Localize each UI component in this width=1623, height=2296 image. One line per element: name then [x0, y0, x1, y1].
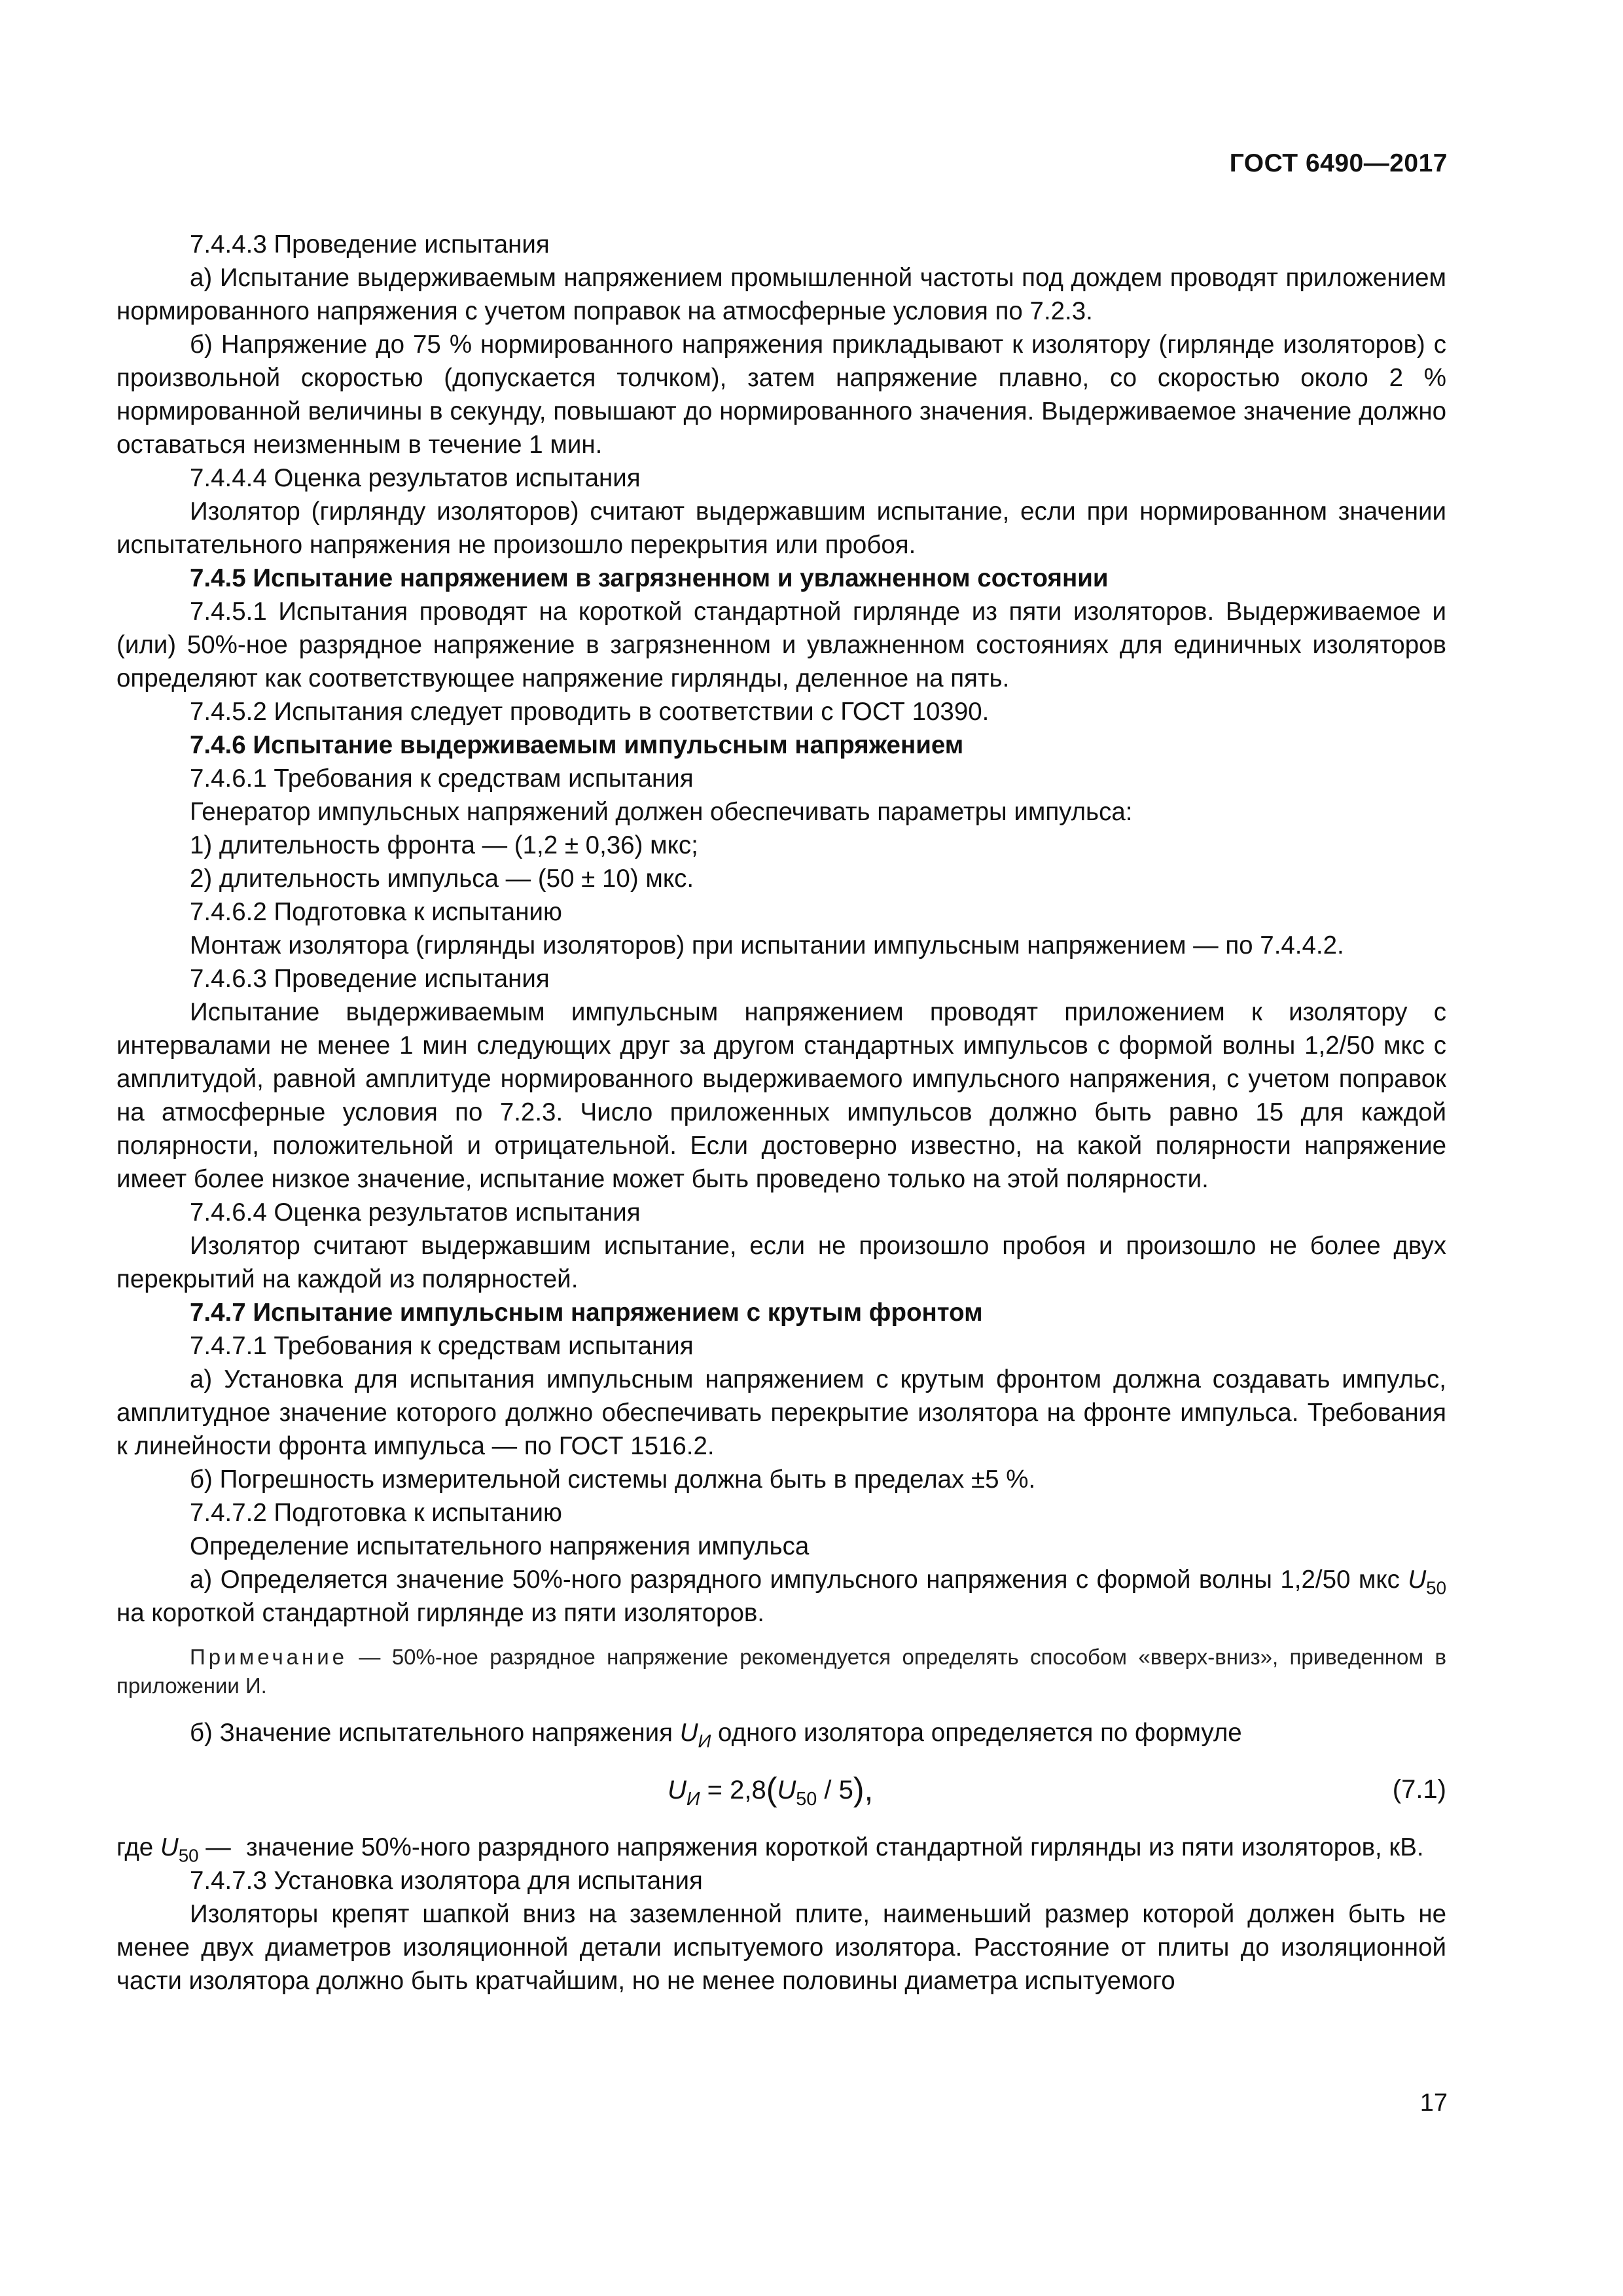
paragraph: Изолятор считают выдержавшим испытание, если не произошло пробоя и произошло не более двух перекрытий на каждой из полярностей.: [116, 1232, 1446, 1293]
paragraph: Изоляторы крепят шапкой вниз на заземленной плите, наименьший размер которой должен быть не менее двух диаметров изоляционной детали испытуемого изолятора. Расстояние от плиты до изоляционной части изолятора должно быть кратчайшим, но не менее половины диаметра испытуемого: [116, 1900, 1446, 1995]
paragraph: 7.4.7.3 Установка изолятора для испытания: [190, 1867, 703, 1895]
paragraph-text: одного изолятора определяется по формуле: [711, 1719, 1242, 1747]
symbol-u: U: [160, 1833, 179, 1861]
paragraph: б) Погрешность измерительной системы должна быть в пределах ±5 %.: [190, 1465, 1036, 1494]
list-item: 1) длительность фронта — (1,2 ± 0,36) мкс;: [190, 831, 698, 859]
formula-number: (7.1): [1392, 1775, 1446, 1804]
section-heading: 7.4.5 Испытание напряжением в загрязненном и увлажненном состоянии: [190, 564, 1109, 592]
paragraph: 7.4.6.3 Проведение испытания: [190, 965, 550, 993]
subscript-50: 50: [178, 1845, 199, 1866]
paragraph: а) Испытание выдерживаемым напряжением промышленной частоты под дождем проводят приложением нормированного напряжения с учетом поправок на атмосферные условия по 7.2.3.: [116, 264, 1446, 325]
paragraph: 7.4.6.1 Требования к средствам испытания: [190, 764, 694, 793]
paragraph: 7.4.6.4 Оценка результатов испытания: [190, 1198, 641, 1227]
paragraph: [116, 1716, 1446, 1749]
subscript-i-letter: И: [698, 1731, 711, 1751]
paragraph: 7.4.4.4 Оценка результатов испытания: [190, 464, 641, 492]
paragraph-text: на короткой стандартной гирлянде из пяти изоляторов.: [116, 1599, 765, 1627]
subscript-i: [698, 1731, 711, 1751]
subscript-50: 50: [1426, 1577, 1446, 1598]
paragraph: 7.4.7.2 Подготовка к испытанию: [190, 1499, 562, 1527]
where-clause: [116, 1831, 1446, 1864]
section-heading: 7.4.7 Испытание импульсным напряжением с крутым фронтом: [190, 1299, 983, 1327]
paragraph: б) Напряжение до 75 % нормированного напряжения прикладывают к изолятору (гирлянде изоляторов) с произвольной скоростью (допускается толчком), затем напряжение плавно, со скоростью около 2 % нормированной величины в секунду, повышают до нормированного значения. Выдерживаемое значение должно оставаться неизменным в течение 1 мин.: [116, 331, 1446, 459]
paragraph: Монтаж изолятора (гирлянды изоляторов) при испытании импульсным напряжением — по 7.4.4.2.: [190, 931, 1344, 960]
where-dash: —: [198, 1833, 231, 1861]
paragraph: 7.4.7.1 Требования к средствам испытания: [190, 1332, 694, 1360]
symbol-u: U: [679, 1719, 698, 1747]
formula-expression: [668, 1771, 874, 1810]
paragraph: а) Установка для испытания импульсным напряжением с крутым фронтом должна создавать импульс, амплитудное значение которого должно обеспечивать перекрытие изолятора на фронте импульса. Требования к линейности фронта импульса — по ГОСТ 1516.2.: [116, 1365, 1446, 1460]
note-text: — 50%-ное разрядное напряжение рекомендуется определять способом «вверх-вниз», приведенном в приложении И.: [116, 1645, 1446, 1698]
paragraph: Изолятор (гирлянду изоляторов) считают выдержавшим испытание, если при нормированном значении испытательного напряжения не произошло перекрытия или пробоя.: [116, 497, 1446, 559]
paragraph: Генератор импульсных напряжений должен обеспечивать параметры импульса:: [190, 798, 1133, 826]
symbol-u: U: [1408, 1566, 1427, 1594]
formula-open-paren: (: [766, 1771, 777, 1808]
symbol-u: U: [668, 1776, 687, 1804]
paragraph: Определение испытательного напряжения импульса: [190, 1532, 810, 1560]
paragraph: [116, 1563, 1446, 1630]
paragraph: 7.4.5.2 Испытания следует проводить в соответствии с ГОСТ 10390.: [190, 698, 990, 726]
paragraph: Испытание выдерживаемым импульсным напряжением проводят приложением к изолятору с интервалами не менее 1 мин следующих друг за другом стандартных импульсов с формой волны 1,2/50 мкс с амплитудой, равной амплитуде нормированного выдерживаемого импульсного напряжения, с учетом поправок на атмосферные условия по 7.2.3. Число приложенных импульсов должно быть равно 15 для каждой полярности, положительной и отрицательной. Если достоверно известно, на какой полярности напряжение имеет более низкое значение, испытание может быть проведено только на этой полярности.: [116, 998, 1446, 1193]
note: [116, 1643, 1446, 1700]
section-heading: 7.4.6 Испытание выдерживаемым импульсным напряжением: [190, 731, 964, 759]
page-number: 17: [1419, 2089, 1448, 2117]
formula-divide: / 5: [817, 1776, 853, 1804]
subscript-i-letter: И: [686, 1789, 700, 1810]
paragraph: 7.4.6.2 Подготовка к испытанию: [190, 898, 562, 926]
formula-close-paren: ),: [853, 1771, 874, 1808]
paragraph: 7.4.5.1 Испытания проводят на короткой стандартной гирлянде из пяти изоляторов. Выдерживаемое и (или) 50%-ное разрядное напряжение в загрязненном и увлажненном состояниях для единичных изоляторов определяют как соответствующее напряжение гирлянды, деленное на пять.: [116, 598, 1446, 692]
note-label: Примечание: [190, 1645, 348, 1669]
where-term: [116, 1831, 246, 1864]
paragraph: 7.4.4.3 Проведение испытания: [190, 230, 550, 259]
symbol-u: U: [777, 1776, 796, 1804]
formula-7-1: [116, 1759, 1446, 1821]
where-word: где: [116, 1833, 160, 1861]
paragraph-text: а) Определяется значение 50%-ного разрядного импульсного напряжения с формой волны 1,2/50 мкс: [190, 1566, 1408, 1594]
list-item: 2) длительность импульса — (50 ± 10) мкс.: [190, 865, 694, 893]
formula-equals: = 2,8: [700, 1776, 766, 1804]
document-header: ГОСТ 6490—2017: [1229, 149, 1448, 177]
subscript-50: 50: [796, 1789, 817, 1810]
subscript-i: [687, 1789, 700, 1810]
document-body: [116, 228, 1446, 1998]
where-definition: значение 50%-ного разрядного напряжения короткой стандартной гирлянды из пяти изоляторов, кВ.: [246, 1833, 1424, 1861]
paragraph-text: б) Значение испытательного напряжения: [190, 1719, 680, 1747]
